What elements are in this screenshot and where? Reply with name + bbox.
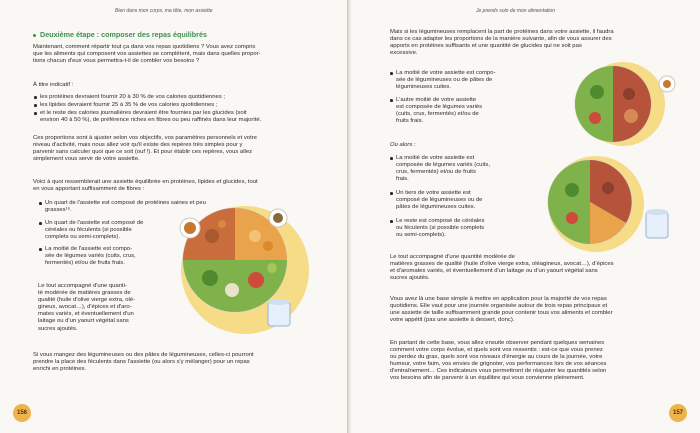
text-line: dans ce cas adapter les proportions de la manière suivante, afin de vous assurer des	[390, 36, 612, 43]
paragraph	[33, 135, 257, 163]
running-head-right: Je prends soin de mon alimentation	[476, 8, 555, 14]
starch-item	[249, 230, 261, 242]
text-line: et le reste des calories journalières devraient être fournies par les glucides (soit	[40, 110, 247, 116]
spice	[663, 80, 671, 88]
text-line: composé de légumineuses ou de	[396, 197, 483, 204]
text-line: est composée de légumes variés	[396, 104, 483, 111]
text-line: sucres ajoutés.	[38, 325, 78, 332]
text-line: complets ou semi-complets).	[45, 234, 120, 241]
text-line: et d'aromates variés, et éventuellement d'un laitage ou d'un yaourt végétal sans	[390, 268, 598, 275]
text-line: apports en protéines suffisants et une quantité de glucides qui ne soit pas	[390, 43, 582, 50]
yogurt-lid	[646, 209, 668, 215]
section-title	[33, 30, 207, 39]
right-page	[351, 0, 700, 433]
text-line: parvenir sans calculer quoi que ce soit (ouf !). Et pour établir ces repères, vous allez	[33, 149, 253, 156]
balanced-plate-illustration	[160, 198, 330, 348]
text-line: comment votre corps évolue, et quels sont vos ressentis : est-ce que vous prenez	[390, 347, 603, 354]
text-line: les protéines devraient fournir 20 à 30 % de vos calories quotidiennes ;	[40, 94, 226, 100]
text-line: composée de légumes variés (cuits,	[396, 162, 490, 169]
text-line: Maintenant, comment répartir tout ça dans vos repas quotidiens ? Vous avez compris	[33, 44, 256, 50]
text-line: d'entraînement… Ces indicateurs vous permettront de réajuster les quantités selon	[390, 368, 607, 375]
yogurt-cup	[646, 212, 668, 238]
starch-item	[263, 241, 273, 251]
text-line: ou perdez du gras, quels sont vos niveaux d'énergie au cours de la journée, votre	[390, 354, 603, 361]
text-line: grasses¹⁶.	[45, 207, 72, 214]
intro-paragraph	[33, 44, 261, 65]
text-line: excessive.	[390, 50, 418, 57]
text-line: ou féculents (si possible complets	[396, 225, 485, 232]
left-page	[0, 0, 349, 433]
text-line: niveau d'activité, mais nous allez voir qu'il existe des repères très simples pour y	[33, 142, 243, 149]
legume-item	[623, 88, 635, 100]
text-line: té modérée de matières grasses de	[38, 290, 131, 297]
list-item	[396, 155, 490, 183]
text-line: légumineuses cuites.	[396, 84, 452, 91]
text-line: L'autre moitié de votre assiette	[396, 97, 477, 103]
page-number-right: 157	[669, 404, 687, 422]
list-item	[396, 218, 484, 239]
list-item	[45, 246, 136, 267]
vegetable-half	[548, 160, 590, 244]
vegetable-half	[575, 66, 613, 142]
text-line: une assiette de taille suffisamment grande pour contenir tous vos aliments et combler	[390, 310, 613, 317]
vegetable-item	[566, 212, 578, 224]
text-line: ou semi-complets).	[396, 232, 446, 239]
paragraph	[33, 179, 258, 193]
indicatif-label: À titre indicatif :	[33, 82, 74, 88]
text-line: laitage ou d'un yaourt végétal sans	[38, 318, 129, 325]
legume-plate-illustration	[551, 62, 681, 147]
text-line: votre appétit (pas une assiette à dessert, donc).	[390, 317, 515, 324]
text-line: pâtes de légumineuses cuites.	[396, 204, 476, 211]
paragraph	[390, 296, 613, 324]
text-line: La moitié de l'assiette est compo-	[45, 246, 133, 252]
vegetable-item	[225, 283, 239, 297]
vegetable-item	[565, 183, 579, 197]
bullet-dot-icon	[33, 34, 36, 37]
list-item	[45, 220, 143, 241]
text-line: les lipides devraient fournir 25 à 35 % de vos calories quotidiennes ;	[40, 102, 218, 108]
text-line: sée de légumineuses ou de pâtes de	[396, 77, 493, 84]
paragraph	[390, 254, 614, 282]
text-line: (cuits, crus, fermentés) et/ou de	[396, 111, 479, 118]
text-line: La moitié de votre assiette est compo-	[396, 70, 496, 76]
text-line: Le tout accompagné d'une quantité modérée de	[390, 254, 515, 260]
text-line: environ 40 à 50 %), de préférence riches en fibres ou peu raffinés dans leur majorité.	[40, 117, 262, 124]
legume-item	[624, 109, 638, 123]
text-line: Le reste est composé de céréales	[396, 218, 485, 224]
spice	[273, 213, 283, 223]
text-line: qualité (huile d'olive vierge extra, olé-	[38, 297, 136, 304]
text-line: Si vous mangez des légumineuses ou des pâtes de légumineuses, celles-ci pourront	[33, 352, 254, 358]
intro-paragraph	[390, 29, 614, 57]
running-head-left: Bien dans mon corps, ma tête, mon assiette	[115, 8, 213, 14]
list-item	[396, 97, 482, 125]
section-title-text: Deuxième étape : composer des repas équilibrés	[40, 30, 207, 39]
paragraph	[38, 283, 135, 333]
list-item	[396, 190, 482, 211]
text-line: mates variés, et éventuellement d'un	[38, 311, 134, 318]
text-line: tions chacun d'eux vous permettra-t-il de combler vos besoins ?	[33, 58, 200, 65]
protein-item	[205, 229, 219, 243]
protein-item	[218, 220, 226, 228]
text-line: matières grasses de qualité (huile d'olive vierge extra, oléagineux, avocat…), d'épices	[390, 261, 614, 268]
text-line: fermentés) et/ou de fruits frais.	[45, 260, 125, 267]
text-line: simplement vous servir de votre assiette.	[33, 156, 140, 163]
text-line: Voici à quoi ressemblerait une assiette équilibrée en protéines, lipides et glucides, tout	[33, 179, 258, 185]
text-line: sée de légumes variés (cuits, crus,	[45, 253, 136, 260]
yogurt-lid	[268, 299, 290, 305]
legume-item	[602, 182, 614, 194]
text-line: frais.	[396, 176, 409, 183]
text-line: fruits frais.	[396, 118, 424, 125]
text-line: gineux, avocat…), d'épices et d'aro-	[38, 304, 132, 311]
text-line: Le tout accompagné d'une quanti-	[38, 283, 127, 289]
text-line: La moitié de votre assiette est	[396, 155, 475, 161]
text-line: En partant de cette base, vous allez ensuite observer pendant quelques semaines	[390, 340, 605, 346]
paragraph	[33, 352, 254, 373]
text-line: céréales ou féculents (si possible	[45, 227, 132, 234]
mixed-plate-illustration	[526, 152, 686, 252]
list-item	[40, 102, 217, 109]
vegetable-item	[590, 85, 604, 99]
text-line: Un quart de l'assiette est composé de protéines saines et peu	[45, 200, 206, 206]
yogurt-cup	[268, 302, 290, 326]
text-line: Mais si les légumineuses remplacent la part de protéines dans votre assiette, il faudra	[390, 29, 614, 35]
vegetable-item	[589, 112, 601, 124]
text-line: en vous apportant suffisamment de fibres :	[33, 186, 145, 193]
list-item	[40, 94, 225, 101]
text-line: vos besoins afin de parvenir à un équilibre qui vous convienne pleinement.	[390, 375, 585, 382]
text-line: Un quart de l'assiette est composé de	[45, 220, 144, 226]
vegetable-item	[267, 263, 277, 273]
text-line: enrichi en protéines.	[33, 366, 87, 373]
text-line: Vous avez là une base simple à mettre en application pour la majorité de vos repas	[390, 296, 607, 302]
text-line: Ces proportions sont à ajuster selon vos objectifs, vos paramètres personnels et votre	[33, 135, 257, 141]
spice	[184, 222, 196, 234]
text-line: quotidiens. Elle vaut pour une journée organisée autour de trois repas principaux et	[390, 303, 608, 310]
vegetable-item	[202, 270, 218, 286]
ou-alors-label: Ou alors :	[390, 142, 416, 148]
list-item	[40, 110, 261, 124]
text-line: Un tiers de votre assiette est	[396, 190, 471, 196]
vegetable-item	[248, 272, 264, 288]
paragraph	[390, 340, 606, 383]
text-line: que les aliments qui composent vos assiettes se complètent, mais dans quelles propor-	[33, 51, 261, 58]
list-item	[396, 70, 496, 91]
text-line: sucres ajoutés.	[390, 275, 430, 282]
page-number-left: 156	[13, 404, 31, 422]
text-line: humeur, votre faim, vos envies de grignoter, vos performances lors de vos séances	[390, 361, 607, 368]
text-line: crus, fermentés) et/ou de fruits	[396, 169, 476, 176]
text-line: prendre la place des féculents dans l'assiette (ou alors s'y mélanger) pour un repas	[33, 359, 250, 366]
